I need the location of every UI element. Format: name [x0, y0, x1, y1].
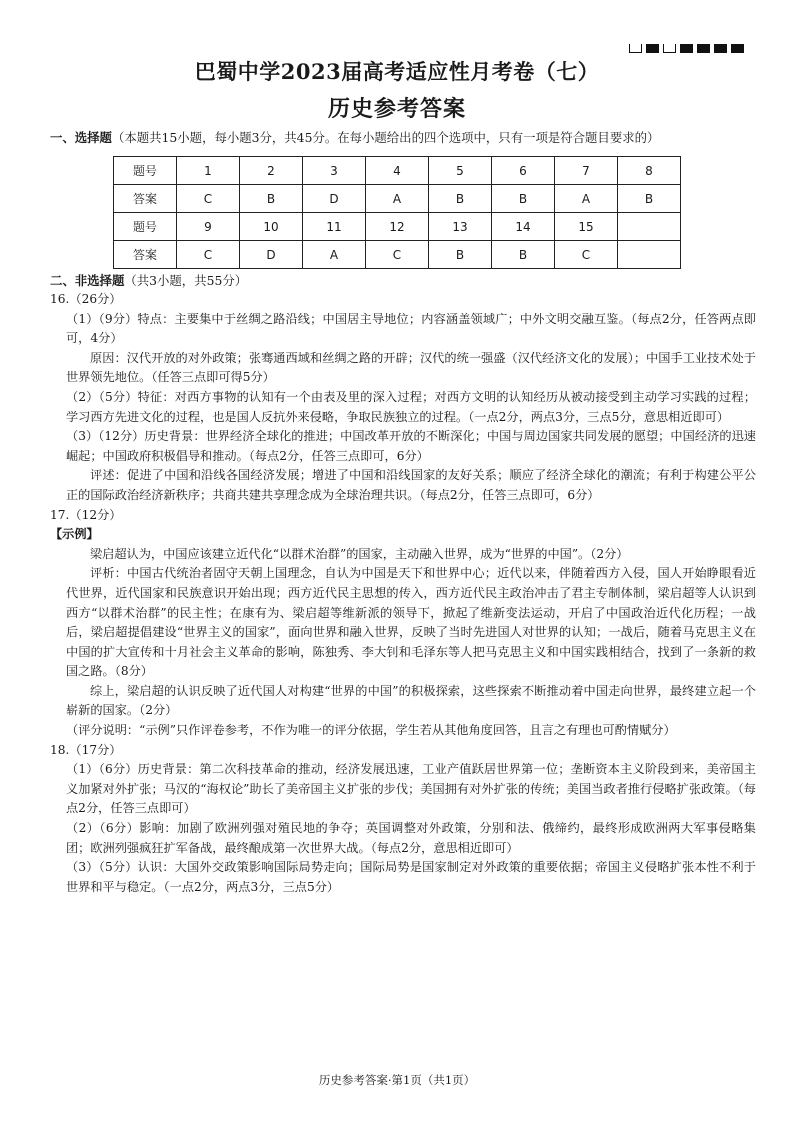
- section1-label: 一、选择题: [50, 130, 112, 145]
- row-label: 题号: [114, 157, 177, 185]
- mark-square: [714, 44, 727, 53]
- table-cell: A: [366, 185, 429, 213]
- table-cell: D: [240, 241, 303, 269]
- mark-square: [731, 44, 744, 53]
- mark-square: [697, 44, 710, 53]
- mark-square: [646, 44, 659, 53]
- q16-part2: （2）（5分）特征：对西方事物的认知有一个由表及里的深入过程；对西方文明的认知经历从被动接受到主动学习实践的过程；学习西方先进文化的过程，也是国人反抗外来侵略，争取民族独立的过程。（一点2分，两点3分，三点5分，意思相近即可）: [66, 389, 756, 424]
- table-cell: B: [429, 185, 492, 213]
- section2-heading: [50, 272, 247, 290]
- q16-reason: 原因：汉代开放的对外政策；张骞通西域和丝绸之路的开辟；汉代的统一强盛（汉代经济文化的发展）；中国手工业技术处于世界领先地位。（任答三点即可得5分）: [66, 350, 756, 385]
- table-cell: [618, 241, 681, 269]
- row-label: 答案: [114, 241, 177, 269]
- table-cell: 4: [366, 157, 429, 185]
- page-footer: 历史参考答案·第1页（共1页）: [318, 1073, 476, 1087]
- table-cell: 2: [240, 157, 303, 185]
- q17-summary: 综上，梁启超的认识反映了近代国人对构建“世界的中国”的积极探索，这些探索不断推动着中国走向世界，最终建立起一个崭新的国家。（2分）: [66, 683, 756, 718]
- table-cell: B: [429, 241, 492, 269]
- table-cell: C: [555, 241, 618, 269]
- q16-heading: 16.（26分）: [50, 292, 122, 306]
- table-cell: 5: [429, 157, 492, 185]
- table-cell: 9: [177, 213, 240, 241]
- q17-view: 梁启超认为，中国应该建立近代化“以群术治群”的国家，主动融入世界，成为“世界的中国”。（2分）: [90, 546, 629, 561]
- table-cell: A: [555, 185, 618, 213]
- table-cell: 15: [555, 213, 618, 241]
- q16-comment: 评述：促进了中国和沿线各国经济发展；增进了中国和沿线国家的友好关系；顺应了经济全球化的潮流；有利于构建公平公正的国际政治经济新秩序；共商共建共享理念成为全球治理共识。（每点2分，任答三点即可，6分）: [66, 468, 756, 502]
- row-label: 题号: [114, 213, 177, 241]
- q17-analysis: 评析：中国古代统治者固守天朝上国理念，自认为中国是天下和世界中心；近代以来，伴随着西方入侵，国人开始睁眼看近代世界，近代国家和民族意识开始出现；西方近代民主思想的传入，西方近代民主政治冲击了君主专制体制，梁启超等人认识到西方“以群术治群”的民主性；在康有为、梁启超等维新派的领导下，掀起了维新变法运动，开启了中国政治近代化历程；一战后，梁启超提倡建设“世界主义的国家”，面向世界和融入世界，反映了当时先进国人对世界的认知；一战后，随着马克思主义在中国的扩大宣传和十月社会主义革命的影响，陈独秀、李大钊和毛泽东等人把马克思主义和中国实践相结合，找到了一条新的救国之路。（8分）: [66, 566, 756, 679]
- table-row: [114, 213, 681, 241]
- table-cell: 6: [492, 157, 555, 185]
- table-cell: 14: [492, 213, 555, 241]
- q17-example-label: 【示例】: [50, 527, 99, 542]
- q17-heading: 17.（12分）: [50, 507, 122, 522]
- table-cell: 3: [303, 157, 366, 185]
- q18-part3: （3）（5分）认识：大国外交政策影响国际局势走向；国际局势是国家制定对外政策的重要依据；帝国主义侵略扩张本性不利于世界和平与稳定。（一点2分，两点3分，三点5分）: [66, 860, 756, 894]
- table-cell: 8: [618, 157, 681, 185]
- q18-part2: （2）（6分）影响：加剧了欧洲列强对殖民地的争夺；英国调整对外政策，分别和法、俄缔约，最终形成欧洲两大军事侵略集团；欧洲列强疯狂扩军备战，最终酿成第一次世界大战。（每点2分，意思相近即可）: [66, 821, 756, 855]
- mark-square: [680, 44, 693, 53]
- table-cell: B: [492, 241, 555, 269]
- table-cell: 13: [429, 213, 492, 241]
- q18-heading: 18.（17分）: [50, 742, 122, 757]
- table-cell: 1: [177, 157, 240, 185]
- answer-table: [113, 156, 681, 269]
- table-cell: B: [240, 185, 303, 213]
- q16-part3: （3）（12分）历史背景：世界经济全球化的推进；中国改革开放的不断深化；中国与周边国家共同发展的愿望；中国经济的迅速崛起；中国政府积极倡导和推动。（每点2分，任答三点即可，6分）: [66, 429, 756, 463]
- table-cell: D: [303, 185, 366, 213]
- q18-part1: （1）（6分）历史背景：第二次科技革命的推动，经济发展迅速，工业产值跃居世界第一位；垄断资本主义阶段到来，美帝国主义加紧对外扩张；马汉的“海权论”助长了美帝国主义扩张的步伐；美国拥有对外扩张的传统；美国当政者推行侵略扩张政策。（每点2分，任答三点即可）: [66, 762, 756, 816]
- table-cell: [618, 213, 681, 241]
- table-cell: 11: [303, 213, 366, 241]
- document-title: 巴蜀中学2023届高考适应性月考卷（七）: [194, 59, 600, 84]
- barcode-marks: [629, 44, 744, 53]
- table-cell: C: [366, 241, 429, 269]
- table-cell: 12: [366, 213, 429, 241]
- table-cell: A: [303, 241, 366, 269]
- table-cell: C: [177, 185, 240, 213]
- table-row: [114, 157, 681, 185]
- section1-desc: （本题共15小题，每小题3分，共45分。在每小题给出的四个选项中，只有一项是符合题目要求的）: [111, 130, 660, 145]
- section2-label: 二、非选择题: [50, 273, 125, 288]
- document-subtitle: 历史参考答案: [327, 96, 466, 122]
- mark-square: [663, 44, 676, 53]
- table-cell: 10: [240, 213, 303, 241]
- section1-heading: [50, 129, 760, 147]
- section2-desc: （共3小题，共55分）: [124, 273, 248, 288]
- row-label: 答案: [114, 185, 177, 213]
- table-cell: C: [177, 241, 240, 269]
- answer-body: [50, 290, 756, 897]
- q17-note: （评分说明：“示例”只作评卷参考，不作为唯一的评分依据，学生若从其他角度回答，且言之有理也可酌情赋分）: [66, 723, 676, 738]
- table-row: [114, 185, 681, 213]
- table-cell: B: [492, 185, 555, 213]
- mark-square: [629, 44, 642, 53]
- table-cell: 7: [555, 157, 618, 185]
- table-cell: B: [618, 185, 681, 213]
- table-row: [114, 241, 681, 269]
- q16-part1: （1）（9分）特点：主要集中于丝绸之路沿线；中国居主导地位；内容涵盖领域广；中外文明交融互鉴。（每点2分，任答两点即可，4分）: [66, 311, 756, 346]
